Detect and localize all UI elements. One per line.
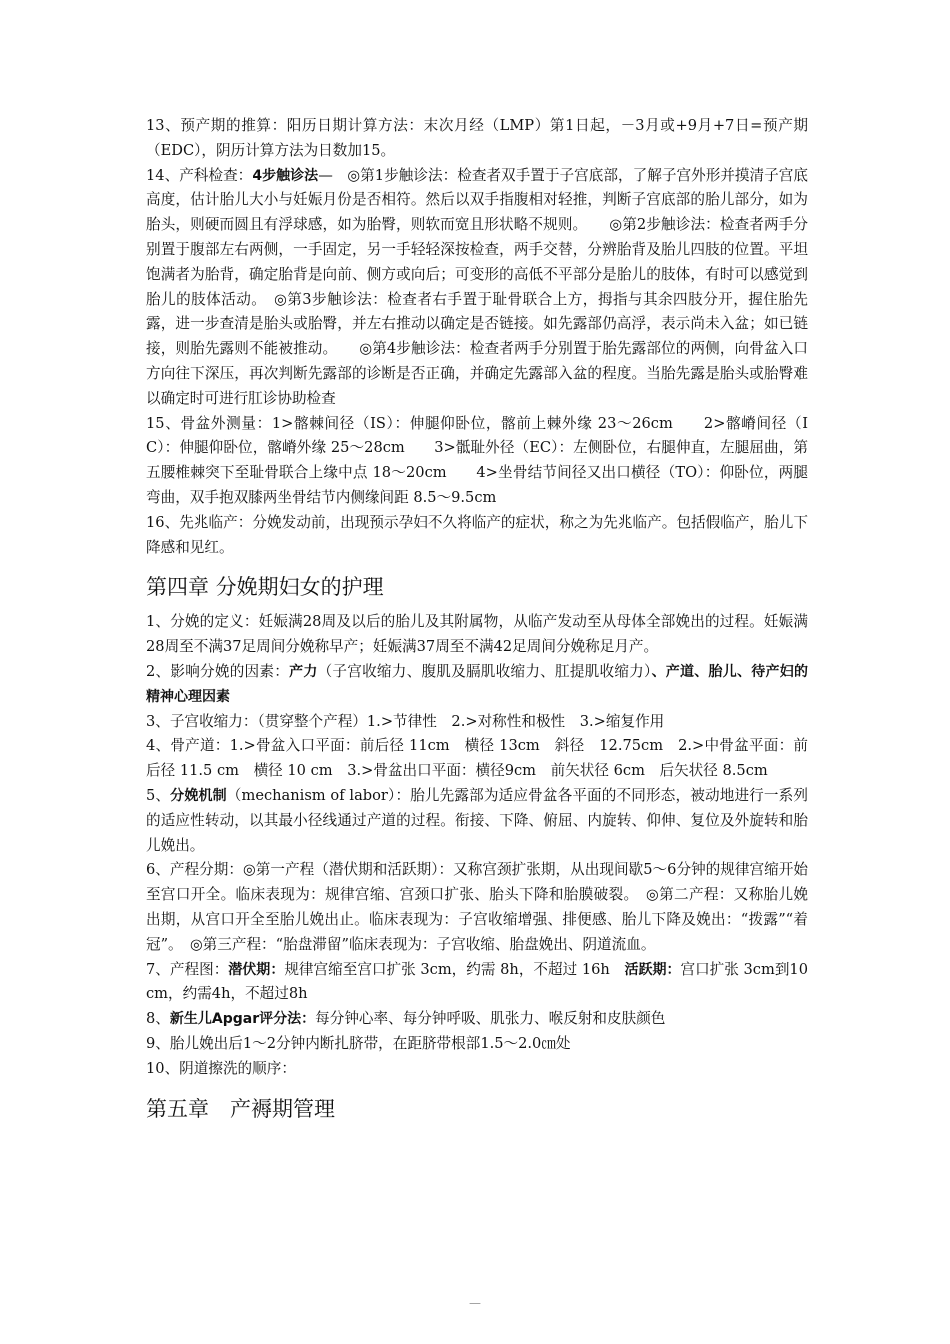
chapter-heading: 第五章 产褥期管理 bbox=[146, 1097, 335, 1122]
bold-term: 分娩机制 bbox=[170, 787, 227, 804]
bold-term: 活跃期： bbox=[624, 961, 681, 978]
bold-term: 产力 bbox=[289, 663, 318, 680]
paragraph-4: 4、骨产道：1.>骨盆入口平面：前后径 11cm 横径 13cm 斜径 12.75cm 2.>中骨盆平面：前后径 11.5 cm 横径 10 cm 3.>骨盆出口平面：横径9cm 前矢状径 6cm 后矢状径 8.5cm bbox=[146, 737, 808, 780]
paragraph-3: 3、子宫收缩力：（贯穿整个产程）1.>节律性 2.>对称性和极性 3.>缩复作用 bbox=[146, 712, 665, 730]
paragraph-2: 2、影响分娩的因素：产力（子宫收缩力、腹肌及膈肌收缩力、肛提肌收缩力）、产道、胎儿、待产妇的精神心理因素 bbox=[146, 662, 809, 705]
bold-term: 、产道、胎儿、待产妇的精神心理因素 bbox=[146, 663, 809, 705]
paragraph-10: 10、阴道擦洗的顺序： bbox=[146, 1059, 296, 1077]
paragraph-7: 7、产程图：潜伏期：规律宫缩至宫口扩张 3cm，约需 8h，不超过 16h 活跃期：宫口扩张 3cm到10cm，约需4h，不超过8h bbox=[146, 960, 808, 1003]
paragraph-9: 9、胎儿娩出后1～2分钟内断扎脐带，在距脐带根部1.5～2.0㎝处 bbox=[146, 1034, 571, 1052]
paragraph-5: 5、分娩机制（mechanism of labor）：胎儿先露部为适应骨盆各平面的不同形态，被动地进行一系列的适应性转动，以其最小径线通过产道的过程。衔接、下降、俯屈、内旋转、仰伸、复位及外旋转和胎儿娩出。 bbox=[146, 786, 808, 854]
bold-term: 新生儿Apgar评分法： bbox=[169, 1011, 316, 1028]
bold-term: 潜伏期： bbox=[228, 961, 285, 978]
paragraph-13: 13、预产期的推算：阳历日期计算方法：末次月经（LMP）第1日起，－3月或+9月+7日=预产期（EDC），阴历计算方法为日数加15。 bbox=[146, 117, 808, 159]
paragraph-6: 6、产程分期：◎第一产程（潜伏期和活跃期）：又称宫颈扩张期，从出现间歇5～6分钟的规律宫缩开始至宫口开全。临床表现为：规律宫缩、宫颈口扩张、胎头下降和胎膜破裂。 ◎第二产程：又称胎儿娩出期，从宫口开全至胎儿娩出止。临床表现为：子宫收缩增强、排便感、胎儿下降及娩出：“拨露”“着冠”。 ◎第三产程：“胎盘滞留”临床表现为：子宫收缩、胎盘娩出、阴道流血。 bbox=[146, 861, 808, 953]
page-footer: — bbox=[469, 1296, 481, 1310]
paragraph-16: 16、先兆临产：分娩发动前，出现预示孕妇不久将临产的症状，称之为先兆临产。包括假临产，胎儿下降感和见红。 bbox=[146, 513, 808, 556]
paragraph-14: 14、产科检查：4步触诊法— ◎第1步触诊法：检查者双手置于子宫底部，了解子宫外形并摸清子宫底高度，估计胎儿大小与妊娠月份是否相符。然后以双手指腹相对轻推，判断子宫底部的胎儿部分，如为胎头，则硬而圆且有浮球感，如为胎臀，则软而宽且形状略不规则。 ◎第2步触诊法：检查者两手分别置于腹部左右两侧，一手固定，另一手轻轻深按检查，两手交替，分辨胎背及胎儿四肢的位置。平坦饱满者为胎背，确定胎背是向前、侧方或向后；可变形的高低不平部分是胎儿的肢体，有时可以感觉到胎儿的肢体活动。 ◎第3步触诊法：检查者右手置于耻骨联合上方，拇指与其余四肢分开，握住胎先露，进一步查清是胎头或胎臀，并左右推动以确定是否链接。如先露部仍高浮，表示尚未入盆；如已链接，则胎先露则不能被推动。 ◎第4步触诊法：检查者两手分别置于胎先露部位的两侧，向骨盆入口方向往下深压，再次判断先露部的诊断是否正确，并确定先露部入盆的程度。当胎先露是胎头或胎臀难以确定时可进行肛诊协助检查 bbox=[146, 166, 808, 407]
chapter-heading: 第四章 分娩期妇女的护理 bbox=[146, 575, 384, 600]
bold-term: 4步触诊法 bbox=[252, 167, 319, 184]
paragraph-8: 8、新生儿Apgar评分法：每分钟心率、每分钟呼吸、肌张力、喉反射和皮肤颜色 bbox=[146, 1010, 666, 1028]
document-body bbox=[146, 114, 808, 1132]
paragraph-15: 15、骨盆外测量：1>髂棘间径（IS）：伸腿仰卧位，髂前上棘外缘 23～26cm 2>髂嵴间径（IC）：伸腿仰卧位，髂嵴外缘 25～28cm 3>骶耻外径（EC）：左侧卧位，右腿伸直，左腿屈曲，第五腰椎棘突下至耻骨联合上缘中点 18～20cm 4>坐骨结节间径又出口横径（TO）：仰卧位，两腿弯曲，双手抱双膝两坐骨结节内侧缘间距 8.5～9.5cm bbox=[146, 414, 808, 506]
paragraph-1: 1、分娩的定义：妊娠满28周及以后的胎儿及其附属物，从临产发动至从母体全部娩出的过程。妊娠满28周至不满37足周间分娩称早产；妊娠满37周至不满42足周间分娩称足月产。 bbox=[146, 613, 808, 656]
